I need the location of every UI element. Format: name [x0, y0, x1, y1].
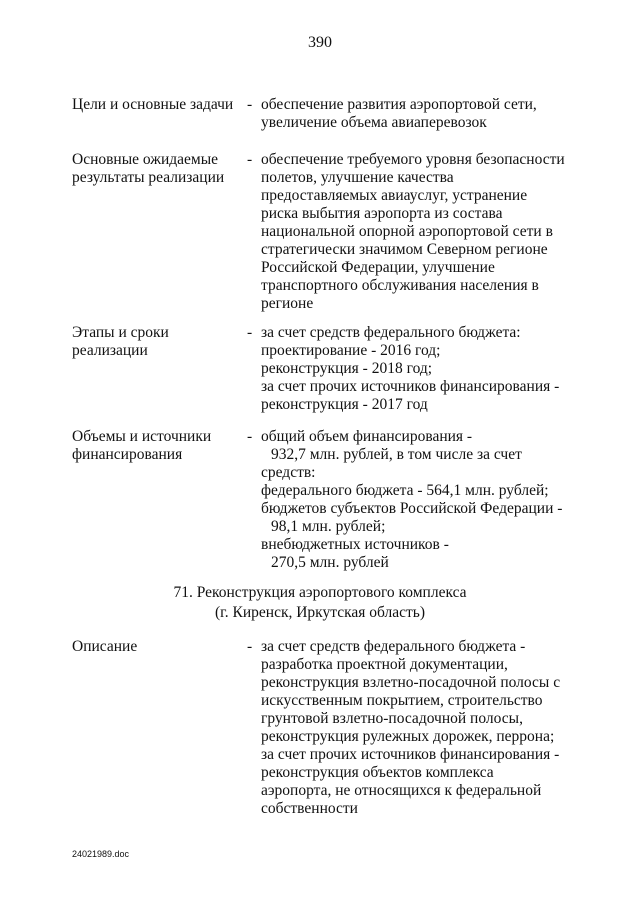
document-footer-code: 24021989.doc — [72, 849, 130, 859]
value-line: реконструкция - 2018 год; — [261, 360, 433, 377]
value-line: Российской Федерации, улучшение — [261, 259, 495, 276]
row-value — [261, 428, 581, 572]
row-label — [72, 428, 242, 464]
value-line: транспортного обслуживания населения в — [261, 277, 539, 294]
value-line: за счет средств федерального бюджета - — [261, 638, 526, 655]
label-line: Этапы и сроки — [72, 324, 169, 341]
row-value — [261, 324, 581, 414]
value-line: стратегически значимом Северном регионе — [261, 241, 548, 258]
value-line: проектирование - 2016 год; — [261, 342, 441, 359]
value-line: общий объем финансирования - — [261, 428, 473, 445]
label-line: Цели и основные задачи — [72, 96, 234, 113]
value-line: 932,7 млн. рублей, в том числе за счет — [271, 446, 522, 463]
value-line: реконструкция - 2017 год — [261, 396, 428, 413]
value-line: аэропорта, не относящихся к федеральной — [261, 782, 542, 799]
row-dash: - — [247, 638, 253, 655]
value-line: полетов, улучшение качества — [261, 169, 454, 186]
value-line: 270,5 млн. рублей — [271, 554, 389, 571]
section-title-line: 71. Реконструкция аэропортового комплекса — [173, 584, 467, 601]
value-line: обеспечение развития аэропортовой сети, — [261, 96, 537, 113]
label-line: Объемы и источники — [72, 428, 212, 445]
page-number: 390 — [308, 34, 332, 51]
section-title — [0, 583, 640, 623]
label-line: Описание — [72, 638, 138, 655]
row-label — [72, 151, 242, 187]
value-line: искусственным покрытием, строительство — [261, 692, 543, 709]
row-value — [261, 151, 581, 313]
value-line: реконструкция объектов комплекса — [261, 764, 494, 781]
row-value — [261, 96, 581, 132]
value-line: реконструкция рулежных дорожек, перрона; — [261, 728, 555, 745]
row-label — [72, 638, 242, 656]
label-line: реализации — [72, 342, 148, 359]
value-line: обеспечение требуемого уровня безопасности — [261, 151, 565, 168]
value-line: внебюджетных источников - — [261, 536, 449, 553]
value-line: увеличение объема авиаперевозок — [261, 114, 487, 131]
row-value — [261, 638, 581, 818]
section-title-line: (г. Киренск, Иркутская область) — [214, 604, 425, 621]
label-line: финансирования — [72, 446, 183, 463]
value-line: собственности — [261, 800, 358, 817]
value-line: за счет средств федерального бюджета: — [261, 324, 521, 341]
value-line: реконструкция взлетно-посадочной полосы с — [261, 674, 561, 691]
value-line: бюджетов субъектов Российской Федерации - — [261, 500, 563, 517]
value-line: за счет прочих источников финансирования - — [261, 746, 560, 763]
row-dash: - — [247, 324, 253, 341]
value-line: национальной опорной аэропортовой сети в — [261, 223, 553, 240]
value-line: предоставляемых авиауслуг, устранение — [261, 187, 528, 204]
value-line: риска выбытия аэропорта из состава — [261, 205, 503, 222]
value-line: разработка проектной документации, — [261, 656, 508, 673]
row-dash: - — [247, 151, 253, 168]
value-line: регионе — [261, 295, 314, 312]
label-line: результаты реализации — [72, 169, 225, 186]
row-dash: - — [247, 96, 253, 113]
value-line: федерального бюджета - 564,1 млн. рублей; — [261, 482, 549, 499]
value-line: грунтовой взлетно-посадочной полосы, — [261, 710, 523, 727]
row-label — [72, 324, 242, 360]
value-line: средств: — [261, 464, 316, 481]
row-dash: - — [247, 428, 253, 445]
row-label — [72, 96, 242, 114]
label-line: Основные ожидаемые — [72, 151, 219, 168]
value-line: 98,1 млн. рублей; — [271, 518, 386, 535]
value-line: за счет прочих источников финансирования - — [261, 378, 560, 395]
